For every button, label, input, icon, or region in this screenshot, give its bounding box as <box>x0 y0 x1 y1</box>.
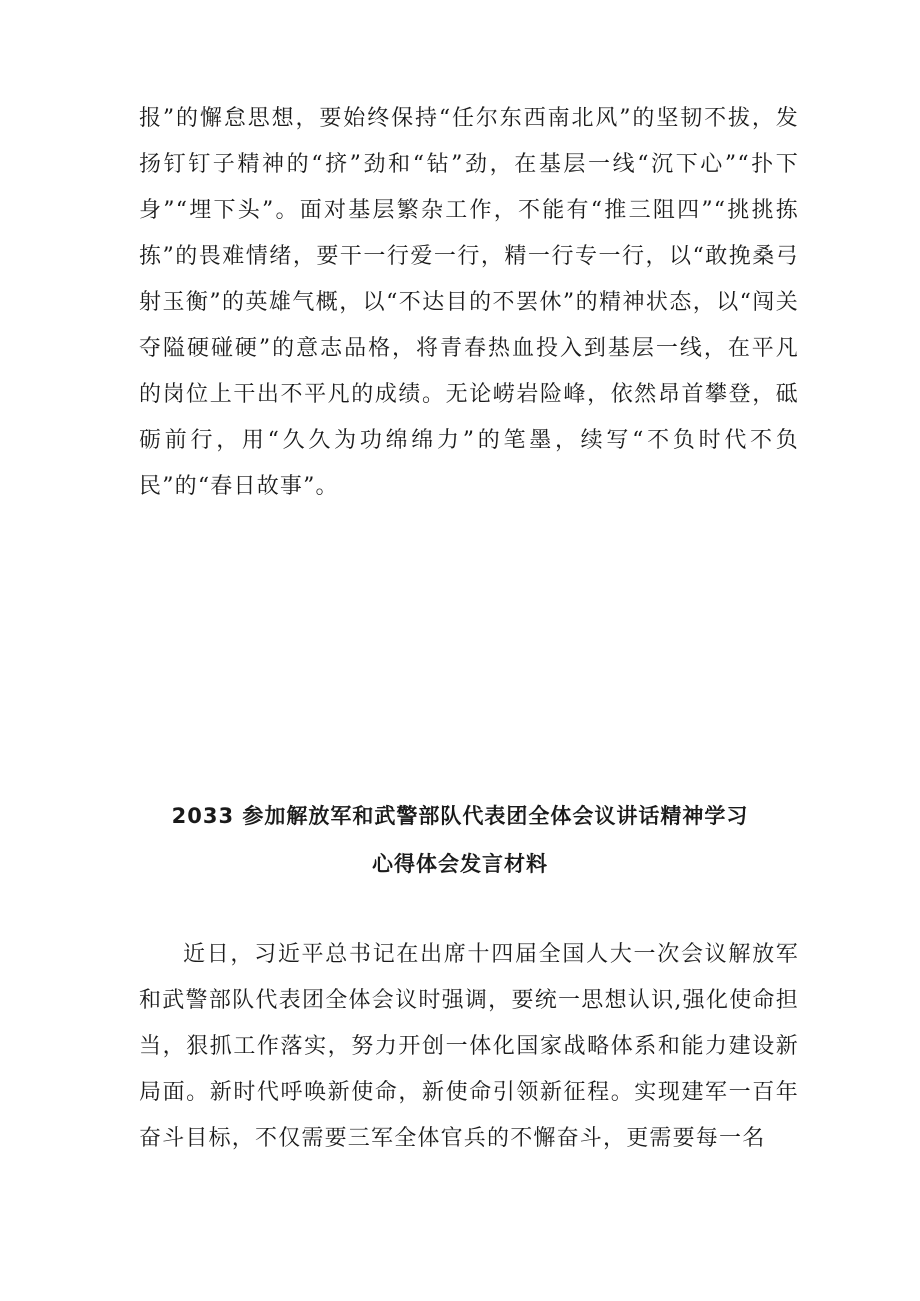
article-title-line-1: 2033 参加解放军和武警部队代表团全体会议讲话精神学习 <box>171 804 749 828</box>
body-paragraph: 近日，习近平总书记在出席十四届全国人大一次会议解放军和武警部队代表团全体会议时强调，要统一思想认识,强化使命担当，狠抓工作落实，努力开创一体化国家战略体系和能力建设新局面。新时代呼唤新使命，新使命引领新征程。实现建军一百年奋斗目标，不仅需要三军全体官兵的不懈奋斗，更需要每一名 <box>139 942 799 1151</box>
article-title-line-2: 心得体会发言材料 <box>372 852 548 876</box>
continued-paragraph: 报”的懈怠思想，要始终保持“任尔东西南北风”的坚韧不拔，发扬钉钉子精神的“挤”劲和“钻”劲，在基层一线“沉下心”“扑下身”“埋下头”。面对基层繁杂工作，不能有“推三阻四”“挑挑拣拣”的畏难情绪，要干一行爱一行，精一行专一行，以“敢挽桑弓射玉衡”的英雄气概，以“不达目的不罢休”的精神状态，以“闯关夺隘硬碰硬”的意志品格，将青春热血投入到基层一线，在平凡的岗位上干出不平凡的成绩。无论崂岩险峰，依然昂首攀登，砥砺前行，用“久久为功绵绵力”的笔墨，续写“不负时代不负民”的“春日故事”。 <box>139 106 799 499</box>
